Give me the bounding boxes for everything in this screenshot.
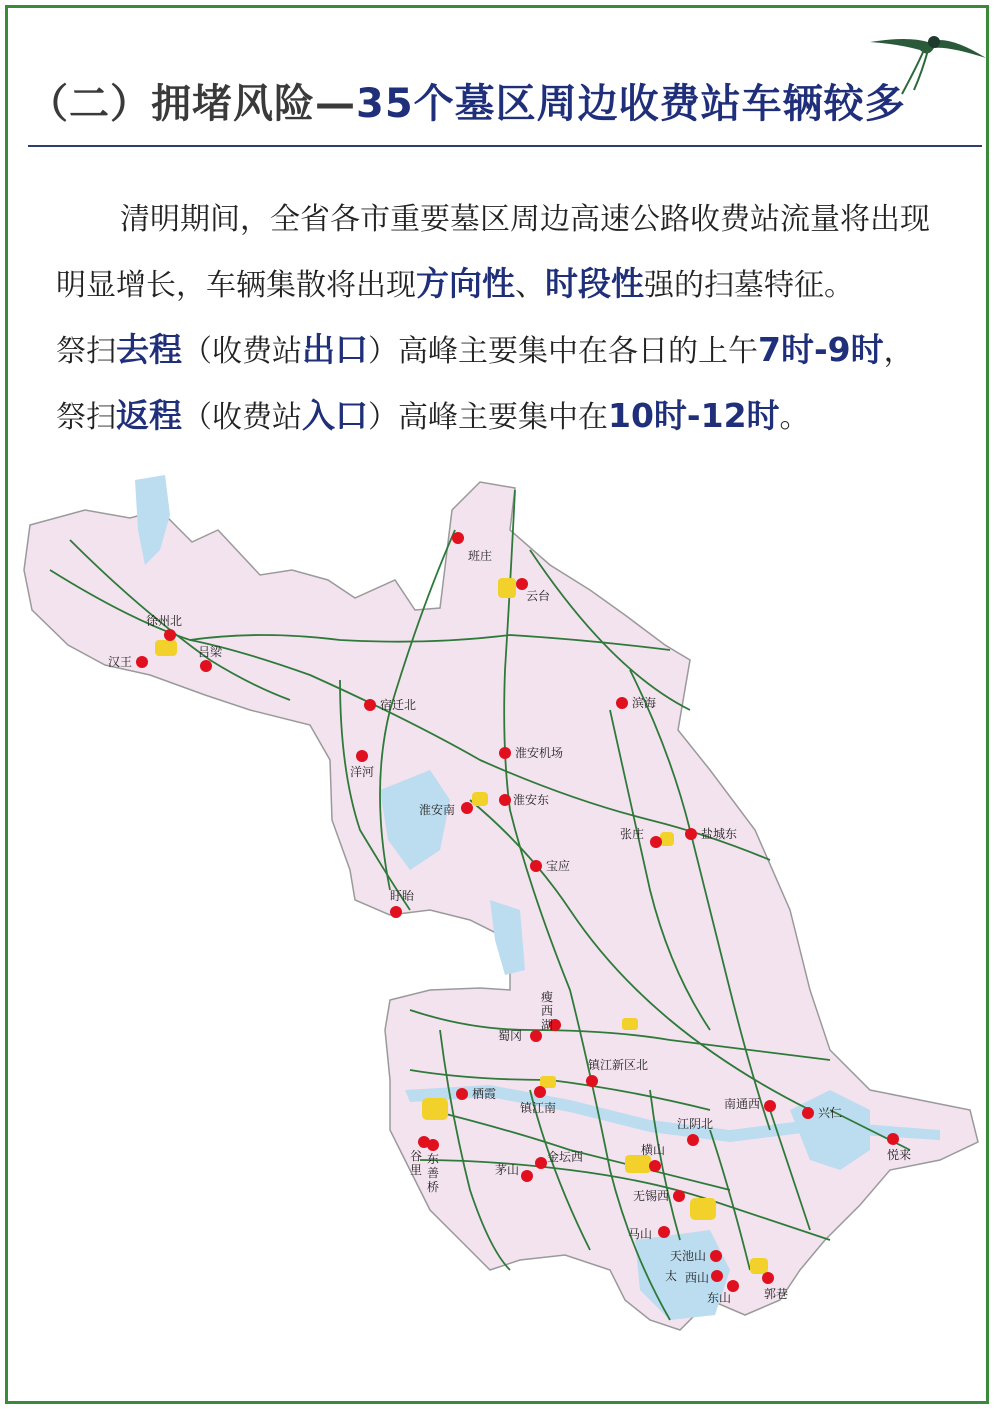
highlight-text: 返程	[116, 396, 182, 435]
text-span: （收费站	[182, 400, 302, 435]
highlight-text: 10时-12时	[608, 396, 780, 435]
station-marker	[673, 1190, 685, 1202]
paragraph-3	[56, 384, 956, 450]
station-label: 蜀冈	[498, 1029, 523, 1043]
station-marker	[534, 1086, 546, 1098]
station-marker	[164, 629, 176, 641]
station-label: 云台	[526, 589, 551, 603]
station-marker	[687, 1134, 699, 1146]
text-span: 清明期间，全省各市重要墓区周边高速公路收费站流量将出现明显增长，车辆集散将出现	[56, 202, 930, 303]
station-label: 东山	[707, 1291, 732, 1305]
highlight-text: 方向性	[416, 264, 515, 303]
station-label: 淮安南	[419, 803, 456, 817]
station-label: 淮安东	[513, 793, 550, 807]
station-marker	[685, 828, 697, 840]
highlight-text: 7时-9时	[758, 330, 884, 369]
text-span: 祭扫	[56, 400, 116, 435]
station-marker	[136, 656, 148, 668]
station-label: 天池山	[670, 1249, 707, 1263]
station-label: 横山	[641, 1143, 666, 1157]
station-label: 马山	[628, 1227, 653, 1241]
text-span: ，	[883, 334, 914, 369]
station-marker	[530, 1030, 542, 1042]
station-label: 洋河	[350, 765, 375, 779]
station-label: 南通西	[724, 1097, 761, 1111]
lake-label: 太	[665, 1269, 678, 1283]
station-marker	[616, 697, 628, 709]
station-marker	[802, 1107, 814, 1119]
station-label: 西山	[685, 1271, 710, 1285]
station-label-char: 东	[427, 1152, 440, 1166]
station-marker	[364, 699, 376, 711]
text-span: ）高峰主要集中在	[368, 400, 608, 435]
station-label: 吕梁	[198, 645, 223, 659]
page-title	[28, 72, 906, 129]
description-text	[56, 188, 956, 450]
text-span: 、	[515, 268, 545, 303]
station-label: 张庄	[620, 827, 645, 841]
station-marker	[200, 660, 212, 672]
title-prefix: （二）拥堵风险—	[28, 81, 356, 127]
station-label: 镇江新区北	[588, 1058, 649, 1072]
station-label: 江阴北	[677, 1117, 714, 1131]
station-label-char: 谷	[410, 1149, 423, 1163]
station-label: 悦来	[887, 1148, 912, 1162]
station-marker	[461, 802, 473, 814]
station-marker	[586, 1075, 598, 1087]
station-label: 宝应	[546, 859, 571, 873]
station-label: 栖霞	[472, 1087, 497, 1101]
station-marker	[530, 860, 542, 872]
station-label: 宿迁北	[380, 698, 417, 712]
station-marker	[887, 1133, 899, 1145]
station-label-char: 里	[410, 1163, 423, 1177]
station-label-char: 桥	[427, 1180, 440, 1194]
station-label: 盱眙	[390, 889, 415, 903]
station-marker	[650, 836, 662, 848]
text-span: （收费站	[182, 334, 302, 369]
station-label-char: 西	[541, 1004, 554, 1018]
station-marker	[499, 794, 511, 806]
text-span: 祭扫	[56, 334, 116, 369]
station-marker	[356, 750, 368, 762]
highlight-text: 入口	[302, 396, 368, 435]
station-label: 无锡西	[633, 1189, 670, 1203]
station-label: 镇江南	[520, 1101, 557, 1115]
station-label: 茅山	[495, 1163, 520, 1177]
station-marker	[711, 1270, 723, 1282]
text-span: 。	[779, 400, 810, 435]
station-label: 汉王	[108, 655, 133, 669]
station-label: 徐州北	[146, 614, 183, 628]
title-main: 35个墓区周边收费站车辆较多	[356, 81, 906, 127]
highlight-text: 出口	[302, 330, 368, 369]
station-marker	[452, 532, 464, 544]
station-label: 郭巷	[764, 1287, 789, 1301]
station-marker	[427, 1139, 439, 1151]
station-marker	[535, 1157, 547, 1169]
station-label-char: 善	[427, 1166, 440, 1180]
station-marker	[762, 1272, 774, 1284]
station-marker	[499, 747, 511, 759]
highlight-text: 时段性	[545, 264, 644, 303]
text-span: ）高峰主要集中在各日的上午	[368, 334, 758, 369]
station-label-char: 瘦	[541, 990, 554, 1004]
station-label: 滨海	[632, 696, 657, 710]
text-span: 强的扫墓特征。	[644, 268, 854, 303]
station-label: 班庄	[468, 549, 493, 563]
station-marker	[456, 1088, 468, 1100]
station-marker	[649, 1160, 661, 1172]
jiangsu-map	[10, 470, 990, 1370]
station-label-char: 湖	[541, 1018, 554, 1032]
paragraph-1	[56, 188, 956, 318]
station-marker	[658, 1226, 670, 1238]
station-label: 兴仁	[818, 1106, 843, 1120]
station-marker	[521, 1170, 533, 1182]
station-marker	[710, 1250, 722, 1262]
station-marker	[764, 1100, 776, 1112]
title-divider	[28, 145, 982, 147]
station-marker	[390, 906, 402, 918]
station-label: 淮安机场	[515, 746, 564, 760]
paragraph-2	[56, 318, 956, 384]
station-label: 盐城东	[701, 827, 738, 841]
station-label: 金坛西	[547, 1150, 584, 1164]
highlight-text: 去程	[116, 330, 182, 369]
